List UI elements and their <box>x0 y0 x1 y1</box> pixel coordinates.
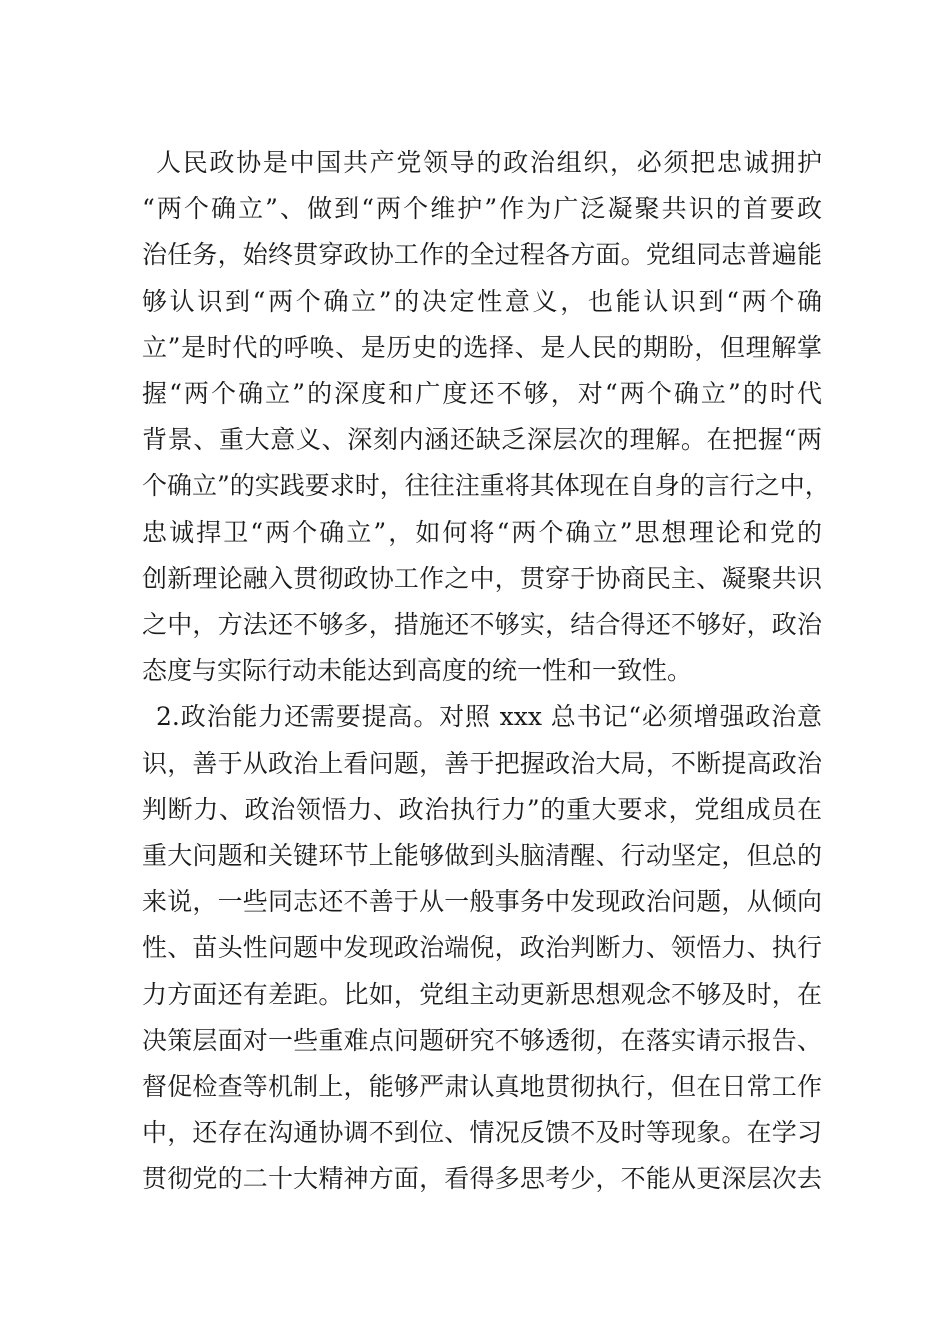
paragraph-line: 识，善于从政治上看问题，善于把握政治大局，不断提高政治 <box>142 748 822 778</box>
document-body <box>142 140 830 1203</box>
paragraph-line: 力方面还有差距。比如，党组主动更新思想观念不够及时，在 <box>142 979 822 1009</box>
paragraph-line: 来说，一些同志还不善于从一般事务中发现政治问题，从倾向 <box>142 887 822 917</box>
paragraph-line: 握“两个确立”的深度和广度还不够，对“两个确立”的时代 <box>142 379 822 409</box>
paragraph-2 <box>142 694 822 1202</box>
paragraph-line: 够认识到“两个确立”的决定性意义，也能认识到“两个确 <box>142 286 822 316</box>
paragraph-line: 治任务，始终贯穿政协工作的全过程各方面。党组同志普遍能 <box>142 240 822 270</box>
paragraph-line: 中，还存在沟通协调不到位、情况反馈不及时等现象。在学习 <box>142 1118 822 1148</box>
paragraph-line: 贯彻党的二十大精神方面，看得多思考少，不能从更深层次去 <box>142 1164 822 1194</box>
paragraph-line: 背景、重大意义、深刻内涵还缺乏深层次的理解。在把握“两 <box>142 425 822 455</box>
paragraph-line: 性、苗头性问题中发现政治端倪，政治判断力、领悟力、执行 <box>142 933 822 963</box>
paragraph-1 <box>142 140 830 694</box>
paragraph-line: 个确立”的实践要求时，往往注重将其体现在自身的言行之中， <box>142 471 830 501</box>
paragraph-line: 态度与实际行动未能达到高度的统一性和一致性。 <box>142 656 693 686</box>
paragraph-line: 之中，方法还不够多，措施还不够实，结合得还不够好，政治 <box>142 610 822 640</box>
paragraph-line: 忠诚捍卫“两个确立”，如何将“两个确立”思想理论和党的 <box>142 517 822 547</box>
paragraph-line: 判断力、政治领悟力、政治执行力”的重大要求，党组成员在 <box>142 794 822 824</box>
paragraph-line: 立”是时代的呼唤、是历史的选择、是人民的期盼，但理解掌 <box>142 332 822 362</box>
paragraph-line: 重大问题和关键环节上能够做到头脑清醒、行动坚定，但总的 <box>142 841 822 871</box>
paragraph-line: 决策层面对一些重难点问题研究不够透彻，在落实请示报告、 <box>142 1025 822 1055</box>
paragraph-line: 2.政治能力还需要提高。对照 xxx 总书记“必须增强政治意 <box>156 702 822 732</box>
paragraph-line: “两个确立”、做到“两个维护”作为广泛凝聚共识的首要政 <box>142 194 822 224</box>
paragraph-line: 创新理论融入贯彻政协工作之中，贯穿于协商民主、凝聚共识 <box>142 563 822 593</box>
paragraph-line: 督促检查等机制上，能够严肃认真地贯彻执行，但在日常工作 <box>142 1072 822 1102</box>
paragraph-line: 人民政协是中国共产党领导的政治组织，必须把忠诚拥护 <box>156 148 822 177</box>
